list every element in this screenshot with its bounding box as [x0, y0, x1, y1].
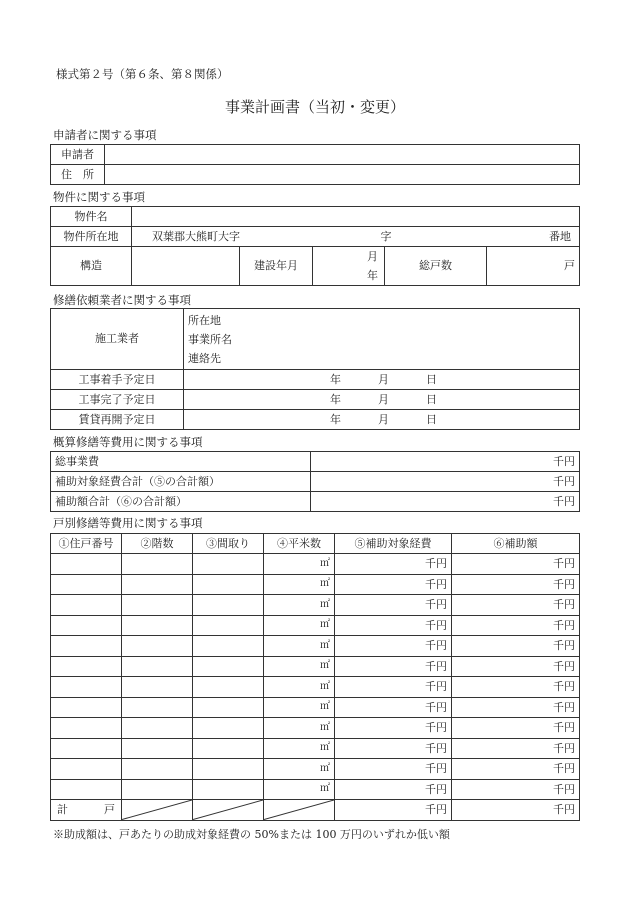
eligible-cost-field[interactable]: 千円: [335, 677, 452, 698]
unit-row: [51, 574, 580, 595]
subsidy-field[interactable]: 千円: [452, 697, 580, 718]
eligible-cost-field[interactable]: 千円: [335, 636, 452, 657]
contractor-label: 施工業者: [51, 309, 184, 370]
applicant-address-label: 住 所: [51, 165, 105, 185]
area-field[interactable]: ㎡: [264, 615, 335, 636]
structure-field[interactable]: [132, 247, 240, 286]
floor-field[interactable]: [122, 718, 193, 739]
property-table: [50, 206, 580, 286]
eligible-cost-field[interactable]: 千円: [335, 656, 452, 677]
subsidy-field[interactable]: 千円: [452, 554, 580, 575]
layout-field[interactable]: [193, 574, 264, 595]
floor-field[interactable]: [122, 554, 193, 575]
layout-field[interactable]: [193, 554, 264, 575]
subsidy-field[interactable]: 千円: [452, 595, 580, 616]
subsidy-field[interactable]: 千円: [452, 759, 580, 780]
section-applicant-title: 申請者に関する事項: [53, 128, 157, 142]
unit-number-field[interactable]: [51, 595, 122, 616]
unit-row: [51, 738, 580, 759]
area-field[interactable]: ㎡: [264, 738, 335, 759]
header-unit-number: ①住戸番号: [51, 534, 122, 554]
start-date-label: 工事着手予定日: [51, 370, 184, 390]
unit-number-field[interactable]: [51, 554, 122, 575]
floor-field[interactable]: [122, 779, 193, 800]
date-day-unit: 日: [426, 412, 437, 426]
unit-row: [51, 677, 580, 698]
floor-field[interactable]: [122, 656, 193, 677]
rental-resume-date-label: 賃貸再開予定日: [51, 410, 184, 430]
property-name-label: 物件名: [51, 207, 132, 227]
layout-field[interactable]: [193, 697, 264, 718]
unit-row: [51, 779, 580, 800]
location-banchi: 番地: [549, 229, 571, 243]
subsidy-field[interactable]: 千円: [452, 636, 580, 657]
subsidy-field[interactable]: 千円: [452, 738, 580, 759]
completion-date-label: 工事完了予定日: [51, 390, 184, 410]
area-field[interactable]: ㎡: [264, 595, 335, 616]
area-field[interactable]: ㎡: [264, 636, 335, 657]
summary-table: [50, 451, 580, 512]
header-floor: ②階数: [122, 534, 193, 554]
total-units-label: 総戸数: [385, 247, 487, 286]
floor-field[interactable]: [122, 636, 193, 657]
applicant-table: [50, 144, 580, 185]
completion-date-field[interactable]: [184, 390, 580, 410]
unit-number-field[interactable]: [51, 677, 122, 698]
eligible-cost-total-field[interactable]: 千円: [311, 472, 580, 492]
form-number: 様式第２号（第６条、第８関係）: [56, 67, 229, 81]
unit-number-field[interactable]: [51, 656, 122, 677]
date-year-unit: 年: [330, 412, 341, 426]
eligible-cost-field[interactable]: 千円: [335, 759, 452, 780]
section-contractor-title: 修繕依頼業者に関する事項: [53, 293, 191, 307]
unit-number-field[interactable]: [51, 697, 122, 718]
eligible-cost-field[interactable]: 千円: [335, 697, 452, 718]
eligible-cost-field[interactable]: 千円: [335, 595, 452, 616]
area-field[interactable]: ㎡: [264, 574, 335, 595]
subsidy-field[interactable]: 千円: [452, 615, 580, 636]
unit-row: [51, 656, 580, 677]
total-area-crossed: [264, 800, 335, 821]
property-location-label: 物件所在地: [51, 227, 132, 247]
contractor-table: [50, 308, 580, 430]
date-year-unit: 年: [330, 392, 341, 406]
subsidy-total-field[interactable]: 千円: [311, 492, 580, 512]
layout-field[interactable]: [193, 779, 264, 800]
layout-field[interactable]: [193, 615, 264, 636]
header-subsidy: ⑥補助額: [452, 534, 580, 554]
built-date-label: 建設年月: [240, 247, 313, 286]
unit-number-field[interactable]: [51, 615, 122, 636]
header-layout: ③間取り: [193, 534, 264, 554]
eligible-cost-field[interactable]: 千円: [335, 738, 452, 759]
unit-number-field[interactable]: [51, 738, 122, 759]
section-units-title: 戸別修繕等費用に関する事項: [53, 516, 203, 530]
area-field[interactable]: ㎡: [264, 718, 335, 739]
footnote: ※助成額は、戸あたりの助成対象経費の 50%または 100 万円のいずれか低い額: [53, 828, 450, 841]
applicant-address-field[interactable]: [105, 165, 580, 185]
total-layout-crossed: [193, 800, 264, 821]
built-date-field[interactable]: [313, 247, 385, 286]
area-field[interactable]: ㎡: [264, 656, 335, 677]
start-date-field[interactable]: [184, 370, 580, 390]
eligible-cost-field[interactable]: 千円: [335, 718, 452, 739]
page-title: 事業計画書（当初・変更）: [224, 98, 405, 116]
subsidy-field[interactable]: 千円: [452, 574, 580, 595]
location-prefix: 双葉郡大熊町大字: [152, 229, 240, 243]
area-field[interactable]: ㎡: [264, 677, 335, 698]
contractor-address-label: 所在地: [188, 313, 221, 327]
floor-field[interactable]: [122, 615, 193, 636]
eligible-cost-total-label: 補助対象経費合計（⑤の合計額）: [51, 472, 311, 492]
unit-number-field[interactable]: [51, 718, 122, 739]
unit-number-field[interactable]: [51, 759, 122, 780]
layout-field[interactable]: [193, 718, 264, 739]
total-units-field[interactable]: 戸: [487, 247, 580, 286]
eligible-cost-field[interactable]: 千円: [335, 574, 452, 595]
floor-field[interactable]: [122, 738, 193, 759]
date-day-unit: 日: [426, 392, 437, 406]
area-field[interactable]: ㎡: [264, 779, 335, 800]
total-subsidy-field[interactable]: 千円: [452, 800, 580, 821]
floor-field[interactable]: [122, 595, 193, 616]
floor-field[interactable]: [122, 759, 193, 780]
unit-number-field[interactable]: [51, 636, 122, 657]
rental-resume-date-field[interactable]: [184, 410, 580, 430]
layout-field[interactable]: [193, 656, 264, 677]
area-field[interactable]: ㎡: [264, 759, 335, 780]
built-year-unit: 年: [367, 269, 378, 282]
section-summary-title: 概算修繕等費用に関する事項: [53, 435, 203, 449]
subsidy-field[interactable]: 千円: [452, 779, 580, 800]
eligible-cost-field[interactable]: 千円: [335, 779, 452, 800]
layout-field[interactable]: [193, 677, 264, 698]
applicant-name-label: 申請者: [51, 145, 105, 165]
unit-row: [51, 595, 580, 616]
layout-field[interactable]: [193, 759, 264, 780]
location-aza: 字: [380, 229, 392, 243]
header-eligible-cost: ⑤補助対象経費: [335, 534, 452, 554]
unit-row: [51, 759, 580, 780]
total-label: 計: [57, 803, 68, 817]
unit-row: [51, 615, 580, 636]
total-floor-crossed: [122, 800, 193, 821]
unit-row: [51, 554, 580, 575]
contractor-office-label: 事業所名: [188, 332, 232, 346]
eligible-cost-field[interactable]: 千円: [335, 615, 452, 636]
date-month-unit: 月: [378, 392, 389, 406]
unit-row: [51, 718, 580, 739]
unit-number-field[interactable]: [51, 574, 122, 595]
built-month-unit: 月: [367, 249, 378, 263]
header-area: ④平米数: [264, 534, 335, 554]
unit-number-field[interactable]: [51, 779, 122, 800]
unit-row: [51, 636, 580, 657]
structure-label: 構造: [51, 247, 132, 286]
unit-row: [51, 697, 580, 718]
subsidy-field[interactable]: 千円: [452, 677, 580, 698]
layout-field[interactable]: [193, 738, 264, 759]
units-cost-table: [50, 533, 580, 821]
area-field[interactable]: ㎡: [264, 554, 335, 575]
total-units-unit: 戸: [104, 803, 115, 817]
total-row-label: [51, 800, 122, 821]
date-year-unit: 年: [330, 372, 341, 386]
contractor-info-field[interactable]: [184, 309, 580, 370]
subsidy-field[interactable]: 千円: [452, 656, 580, 677]
applicant-name-field[interactable]: [105, 145, 580, 165]
floor-field[interactable]: [122, 677, 193, 698]
section-property-title: 物件に関する事項: [53, 190, 145, 204]
date-day-unit: 日: [426, 372, 437, 386]
total-eligible-cost-field[interactable]: 千円: [335, 800, 452, 821]
total-cost-field[interactable]: 千円: [311, 452, 580, 472]
area-field[interactable]: ㎡: [264, 697, 335, 718]
layout-field[interactable]: [193, 636, 264, 657]
date-month-unit: 月: [378, 372, 389, 386]
layout-field[interactable]: [193, 595, 264, 616]
property-name-field[interactable]: [132, 207, 580, 227]
eligible-cost-field[interactable]: 千円: [335, 554, 452, 575]
floor-field[interactable]: [122, 697, 193, 718]
date-month-unit: 月: [378, 412, 389, 426]
subsidy-field[interactable]: 千円: [452, 718, 580, 739]
total-cost-label: 総事業費: [51, 452, 311, 472]
floor-field[interactable]: [122, 574, 193, 595]
property-location-field[interactable]: [132, 227, 580, 247]
subsidy-total-label: 補助額合計（⑥の合計額）: [51, 492, 311, 512]
contractor-contact-label: 連絡先: [188, 351, 221, 365]
